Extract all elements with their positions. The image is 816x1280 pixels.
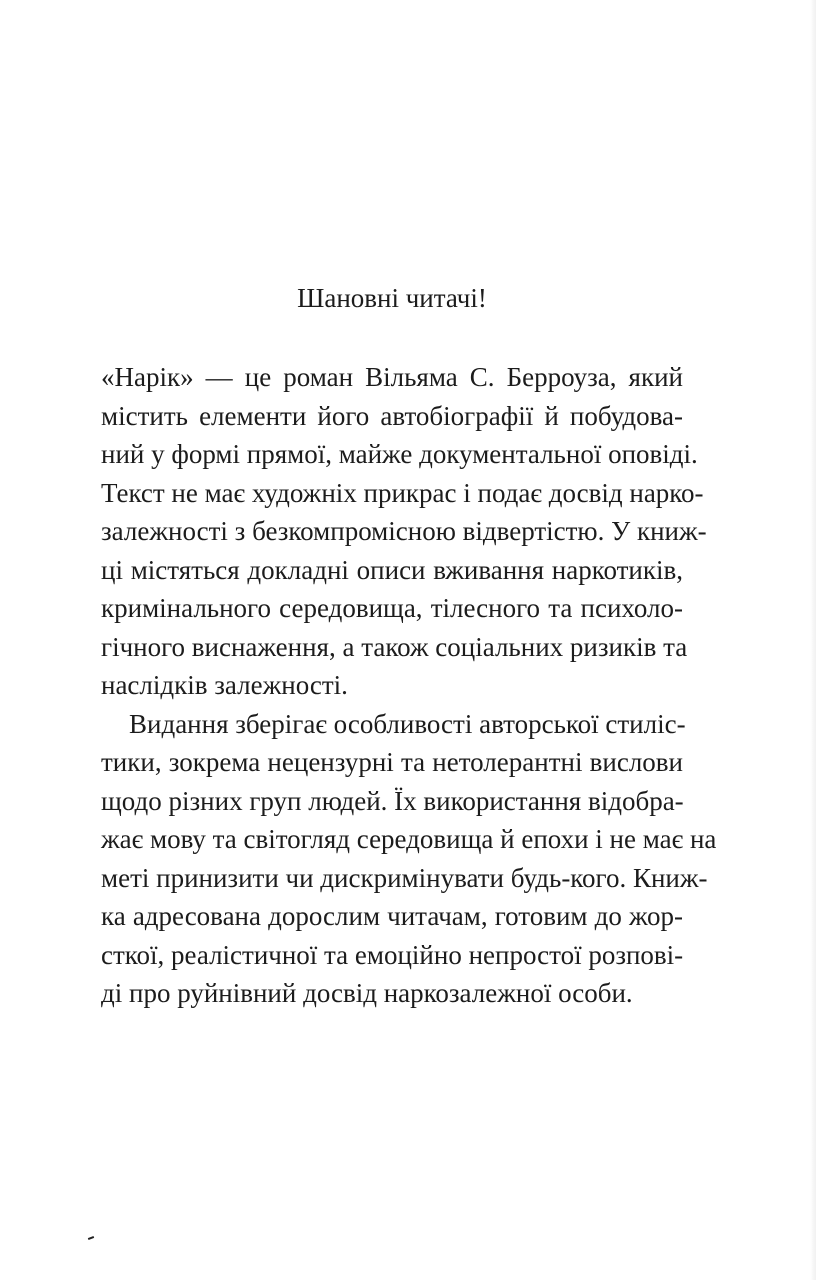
text-line: ний у формі прямої, майже документальної оповіді. [101,439,698,469]
text-line: тики, зокрема нецензурні та нетолерантні вислови [101,747,683,777]
reader-notice [101,278,717,1013]
text-line: ка адресована дорослим читачам, готовим до жор- [101,901,683,931]
text-line: жає мову та світогляд середовища й епохи і не має на [101,824,717,854]
text-line: наслідків залежності. [101,670,348,700]
text-line: сткої, реалістичної та емоційно непростої розпові- [101,939,684,970]
text-line: щодо різних груп людей. Їх використання відобра- [101,785,684,816]
text-line: Текст не має художніх прикрас і подає досвід нарко- [101,477,704,508]
page-edge-shadow [810,0,816,1280]
text-line: містить елементи його автобіографії й побудова- [101,400,683,431]
notice-paragraph-1 [101,358,707,705]
text-line: ді про руйнівний досвід наркозалежної особи. [101,978,633,1008]
text-line: Видання зберігає особливості авторської стиліс- [129,708,686,739]
text-line: «Нарік» — це роман Вільяма С. Берроуза, який [101,362,683,392]
text-line: гічного виснаження, а також соціальних ризиків та [101,631,688,662]
scan-speck [88,1236,94,1240]
text-line: залежності з безкомпромісною відвертістю. У книж- [101,516,707,546]
notice-title: Шановні читачі! [297,283,487,313]
text-line: кримінального середовища, тілесного та психоло- [101,593,683,623]
text-line: меті принизити чи дискримінувати будь-кого. Книж- [101,862,708,893]
notice-paragraph-2 [101,705,717,1013]
text-line: ці містяться докладні описи вживання наркотиків, [101,554,683,585]
